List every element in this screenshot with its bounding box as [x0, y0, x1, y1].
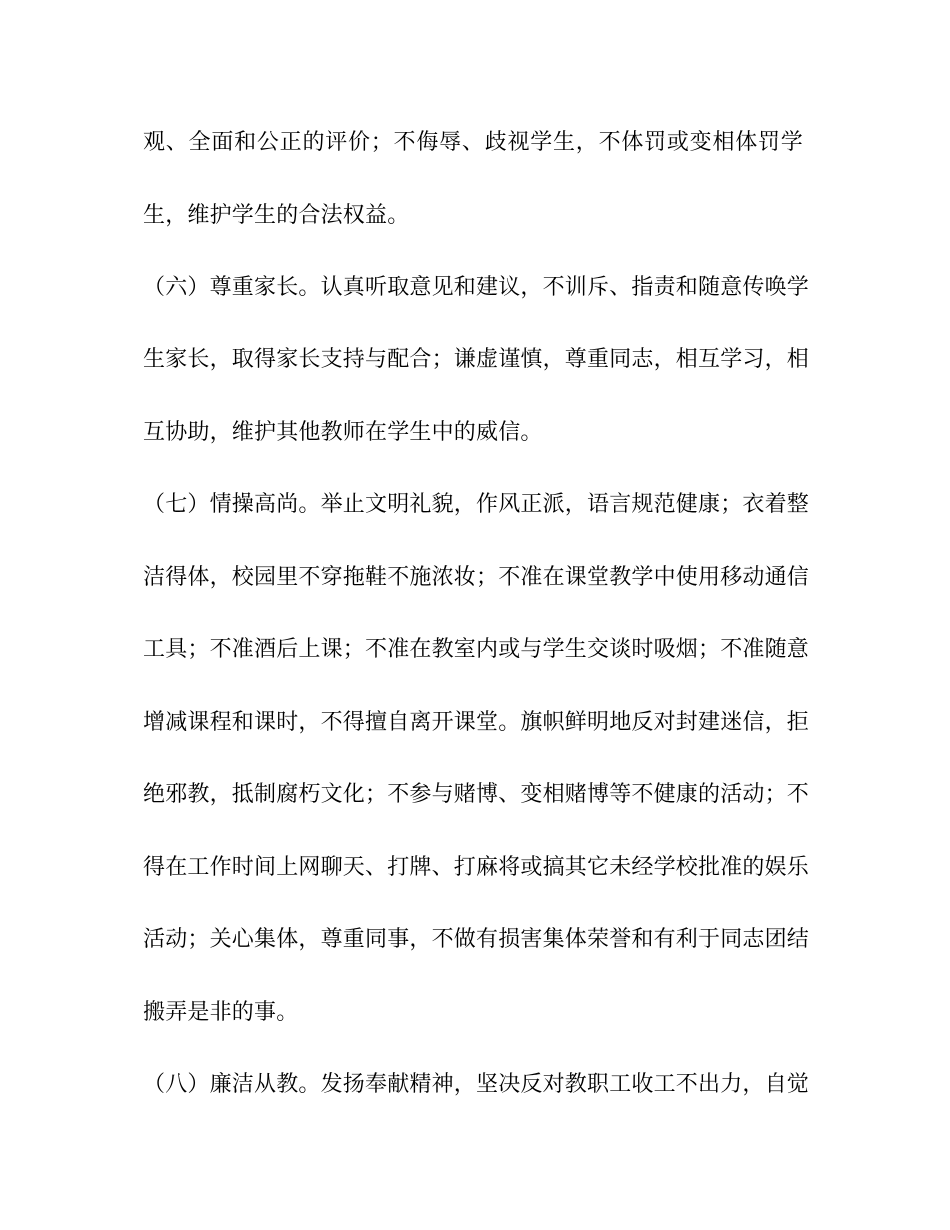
text-line-12: 活动；关心集体，尊重同事，不做有损害集体荣誉和有利于同志团结: [143, 927, 810, 952]
text-line-6: （七）情操高尚。举止文明礼貌，作风正派，语言规范健康；衣着整: [143, 492, 810, 517]
text-line-8: 工具；不准酒后上课；不准在教室内或与学生交谈时吸烟；不准随意: [143, 637, 810, 662]
text-line-4: 生家长，取得家长支持与配合；谦虚谨慎，尊重同志，相互学习，相: [143, 347, 810, 372]
text-line-9: 增减课程和课时，不得擅自离开课堂。旗帜鲜明地反对封建迷信，拒: [143, 710, 810, 735]
text-line-1: 观、全面和公正的评价；不侮辱、歧视学生，不体罚或变相体罚学: [143, 130, 803, 155]
text-line-14: （八）廉洁从教。发扬奉献精神，坚决反对教职工收工不出力，自觉: [143, 1072, 810, 1097]
text-line-10: 绝邪教，抵制腐朽文化；不参与赌博、变相赌博等不健康的活动；不: [143, 782, 810, 807]
text-line-5: 互协助，维护其他教师在学生中的威信。: [143, 420, 543, 445]
text-line-3: （六）尊重家长。认真听取意见和建议，不训斥、指责和随意传唤学: [143, 275, 810, 300]
text-line-11: 得在工作时间上网聊天、打牌、打麻将或搞其它未经学校批准的娱乐: [143, 855, 810, 880]
text-line-2: 生，维护学生的合法权益。: [143, 203, 410, 228]
text-line-7: 洁得体，校园里不穿拖鞋不施浓妆；不准在课堂教学中使用移动通信: [143, 565, 810, 590]
text-line-13: 搬弄是非的事。: [143, 1000, 299, 1025]
